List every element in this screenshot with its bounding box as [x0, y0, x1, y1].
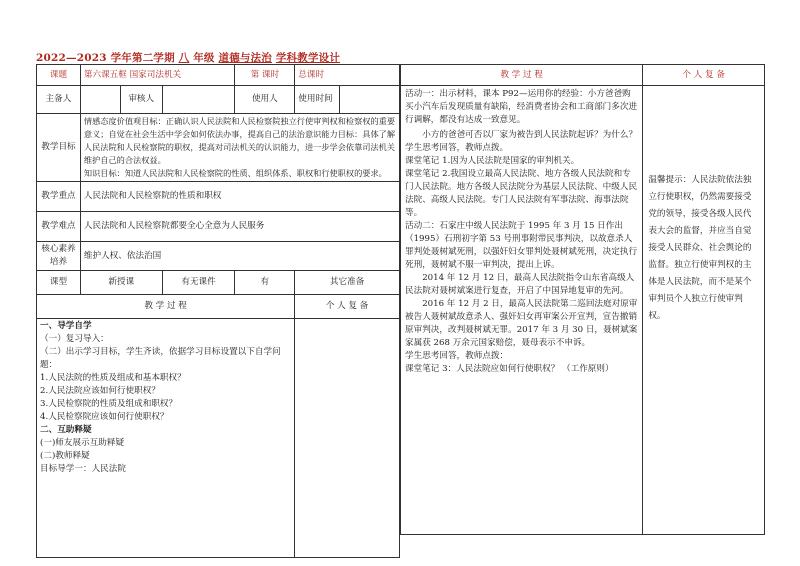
left-personal-header: 个 人 复 备 — [295, 295, 400, 319]
subject: 道德与法治 — [218, 52, 272, 64]
process-paragraph: 活动一：出示材料，课本 P92—运用你的经验：小方爸爸购买小汽车后发现质量有缺陷，经消费者协会和工商部门多次进行调解，都没有达成一致意见。 — [405, 89, 638, 125]
process-paragraph: 2014 年 12 月 12 日，最高人民法院指令山东省高级人民法院对聂树斌案进行复查，开启了中国异地复审的先河。 — [405, 273, 635, 296]
literacy-value: 维护人权、依法治国 — [80, 242, 399, 271]
other-prep-label: 其它准备 — [295, 271, 400, 295]
courseware-value: 有 — [235, 271, 295, 295]
document-title — [36, 50, 340, 65]
left-process-header: 教 学 过 程 — [37, 295, 295, 319]
difficulty-value: 人民法院和人民检察院都要全心全意为人民服务 — [80, 212, 399, 242]
process-line: （二）出示学习目标，学生齐读，依据学习目标设置以下自学问题： — [40, 347, 281, 370]
topic-value: 第六课五框 国家司法机关 — [80, 65, 235, 86]
process-paragraph: 学生思考回答，教师点拨： — [405, 351, 509, 361]
process-line: 1.人民法院的性质及组成和基本职权？ — [40, 373, 186, 383]
courseware-label: 有无课件 — [162, 271, 235, 295]
grade-suffix: 年级 — [193, 52, 215, 64]
title-suffix: 学科教学设计 — [275, 52, 341, 64]
process-line: 2.人民法院应该如何行使职权？ — [40, 386, 160, 396]
use-time-label: 使用时间 — [295, 86, 340, 114]
process-line: 3.人民检察院的性质及组成和职权？ — [40, 399, 178, 409]
process-paragraph: 2016 年 12 月 2 日，最高人民法院第二巡回法庭对原审被告人聂树斌故意杀人、强奸妇女再审案公开宣判，宣告撤销原审判决，改判聂树斌无罪。2017 年 3 月 30 日，聂树斌案家属获 268 万余元国家赔偿，聂母表示不申诉。 — [405, 299, 638, 348]
reviewer-value — [162, 86, 235, 114]
process-line: 二、互助释疑 — [40, 425, 92, 435]
right-lesson-table — [400, 64, 765, 535]
left-lesson-table — [36, 64, 400, 558]
difficulty-label: 教学难点 — [37, 212, 81, 242]
use-time-value — [340, 86, 400, 114]
user-label: 使用人 — [235, 86, 295, 114]
topic-label: 课题 — [37, 65, 81, 86]
preparer-label: 主备人 — [37, 86, 81, 114]
course-type-label: 课型 — [37, 271, 81, 295]
right-process-content — [401, 86, 643, 535]
goals-content — [80, 114, 399, 182]
process-paragraph: 小方的爸爸可否以厂家为被告到人民法院起诉？为什么？ — [422, 130, 638, 140]
process-paragraph: 课堂笔记 2.我国设立最高人民法院、地方各级人民法院和专门人民法院。地方各级人民法院分为基层人民法院、中级人民法院、高级人民法院。专门人民法院有军事法院、海事法院等。 — [405, 169, 638, 218]
right-personal-header: 个 人 复 备 — [643, 65, 765, 86]
goals-line: 知识目标：知道人民法院和人民检察院的性质、组织体系、职权和行使职权的要求。 — [83, 168, 387, 178]
left-process-content — [37, 319, 295, 558]
preparer-value — [80, 86, 120, 114]
title-prefix: 2022—2023 学年第二学期 — [36, 52, 175, 64]
process-line: (二)教师释疑 — [40, 451, 90, 461]
warm-tip: 温馨提示：人民法院依法独立行使职权，仍然需要接受党的领导，接受各级人民代表大会的监督，并应当自觉接受人民群众、社会舆论的监督。独立行使审判权的主体是人民法院，而不是某个审判员个人独立行使审判权。 — [643, 86, 765, 535]
process-paragraph: 活动二：石家庄中级人民法院于 1995 年 3 月 15 日作出（1995）石刑初字第 53 号刑事附带民事判决，以故意杀人罪判处聂树斌死刑，以强奸妇女罪判处聂树斌死刑，决定执行死刑，聂树斌不服一审判决，提出上诉。 — [405, 221, 638, 270]
goals-label: 教学目标 — [37, 114, 81, 182]
right-process-header: 教 学 过 程 — [401, 65, 643, 86]
process-paragraph: 课堂笔记 1.因为人民法院是国家的审判机关。 — [405, 156, 580, 166]
process-line: （一）复习导入： — [40, 334, 109, 344]
reviewer-label: 审核人 — [120, 86, 162, 114]
process-line: 目标导学一：人民法院 — [40, 464, 126, 474]
key-points-value: 人民法院和人民检察院的性质和职权 — [80, 182, 399, 212]
process-line: 4.人民检察院应该如何行使职权？ — [40, 412, 169, 422]
process-paragraph: 学生思考回答，教师点拨。 — [405, 143, 509, 153]
total-period-label: 总课时 — [295, 65, 400, 86]
grade: 八 — [178, 52, 190, 64]
key-points-label: 教学重点 — [37, 182, 81, 212]
goals-line: 情感态度价值观目标：正确认识人民法院和人民检察院独立行使审判权和检察权的重要意义；自觉在社会生活中学会如何依法办事，提高自己的法治意识能力目标：具体了解人民法院和人民检察院的职权，提高对司法机关的认识能力，进一步学会依靠司法机关维护自己的合法权益。 — [83, 116, 396, 165]
period-label: 第 课时 — [235, 65, 295, 86]
literacy-label: 核心素养培养 — [37, 242, 81, 271]
process-paragraph: 课堂笔记 3：人民法院应如何行使职权？ （工作原则） — [405, 364, 614, 374]
process-line: 一、导学自学 — [40, 321, 92, 331]
process-line: (一)师友展示互助释疑 — [40, 438, 125, 448]
course-type-value: 新授课 — [80, 271, 162, 295]
left-personal-notes — [295, 319, 400, 558]
